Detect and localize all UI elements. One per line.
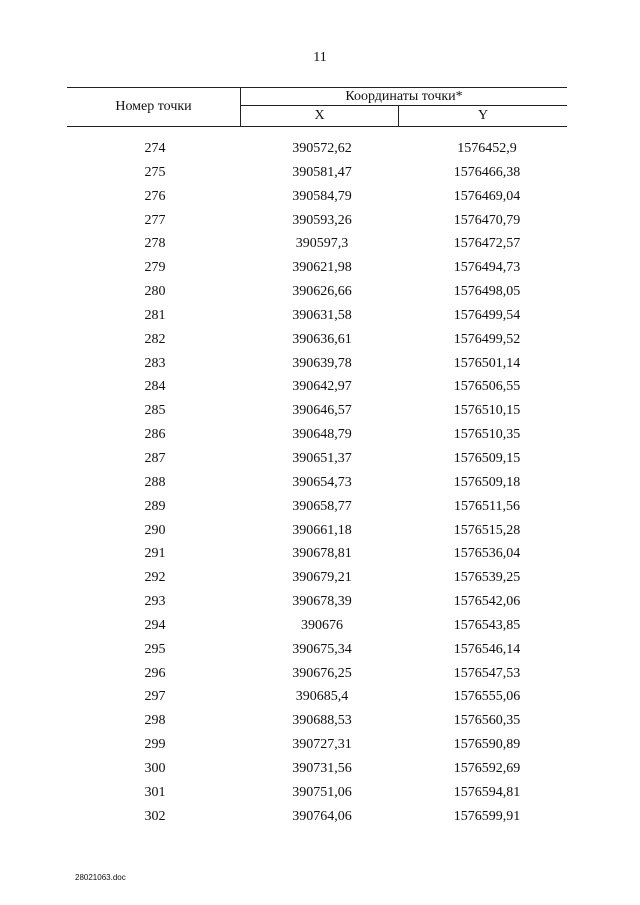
point-number-cell: 295 (144, 641, 166, 657)
point-number-cell: 291 (144, 546, 166, 562)
x-coordinate-cell: 390639,78 (292, 355, 352, 371)
y-coordinate-cell: 1576511,56 (454, 498, 520, 514)
header-y: Y (477, 108, 489, 123)
table-row (67, 592, 567, 616)
point-number-cell: 301 (144, 784, 166, 800)
x-coordinate-cell: 390651,37 (292, 450, 352, 466)
table-row (67, 616, 567, 640)
point-number-cell: 296 (144, 665, 166, 681)
point-number-cell: 292 (144, 570, 166, 586)
x-coordinate-cell: 390646,57 (292, 403, 352, 419)
point-number-cell: 300 (144, 760, 166, 776)
x-coordinate-cell: 390685,4 (295, 689, 349, 705)
y-coordinate-cell: 1576470,79 (453, 212, 521, 228)
point-number-cell: 283 (144, 355, 166, 371)
table-row (67, 783, 567, 807)
x-coordinate-cell: 390676,25 (292, 665, 352, 681)
point-number-cell: 302 (144, 808, 166, 824)
y-coordinate-cell: 1576499,52 (453, 331, 521, 347)
point-number-cell: 279 (144, 260, 166, 276)
y-coordinate-cell: 1576494,73 (453, 260, 521, 276)
table-row (67, 425, 567, 449)
x-coordinate-cell: 390572,62 (292, 141, 352, 156)
table-header (67, 87, 567, 127)
header-coordinates: Координаты точки* (241, 88, 567, 106)
table-row (67, 401, 567, 425)
table-row (67, 234, 567, 258)
y-coordinate-cell: 1576555,06 (453, 689, 521, 705)
x-coordinate-cell: 390688,53 (292, 713, 352, 729)
x-coordinate-cell: 390626,66 (292, 284, 352, 300)
header-point-number: Номер точки (67, 88, 241, 126)
point-number-cell: 274 (144, 141, 166, 156)
table-row (67, 544, 567, 568)
point-number-cell: 287 (144, 450, 166, 466)
header-x: X (241, 106, 399, 126)
table-row (67, 306, 567, 330)
x-coordinate-cell: 390731,56 (292, 760, 352, 776)
y-coordinate-cell: 1576499,54 (453, 307, 521, 323)
x-coordinate-cell: 390764,06 (292, 808, 352, 824)
y-coordinate-cell: 1576539,25 (453, 570, 521, 586)
table-row (67, 377, 567, 401)
table-row (67, 687, 567, 711)
point-number-cell: 281 (144, 307, 166, 323)
x-coordinate-cell: 390727,31 (292, 737, 352, 753)
y-coordinate-cell: 1576599,91 (453, 808, 521, 824)
x-coordinate-cell: 390636,61 (292, 331, 352, 347)
point-number-cell: 290 (144, 522, 166, 538)
point-number-cell: 293 (144, 594, 166, 610)
point-number-cell: 280 (144, 284, 166, 300)
x-coordinate-cell: 390642,97 (292, 379, 352, 395)
table-row (67, 497, 567, 521)
y-coordinate-cell: 1576509,15 (453, 450, 521, 466)
y-coordinate-cell: 1576510,35 (453, 427, 521, 443)
point-number-cell: 299 (144, 737, 166, 753)
y-coordinate-cell: 1576560,35 (453, 713, 521, 729)
point-number-cell: 275 (144, 164, 166, 180)
table-row (67, 640, 567, 664)
point-number-cell: 277 (144, 212, 166, 228)
x-coordinate-cell: 390654,73 (292, 474, 352, 490)
y-coordinate-cell: 1576547,53 (453, 665, 521, 681)
x-coordinate-cell: 390676 (301, 617, 343, 633)
point-number-cell: 282 (144, 331, 166, 347)
table-row (67, 473, 567, 497)
x-coordinate-cell: 390678,39 (292, 594, 352, 610)
y-coordinate-cell: 1576501,14 (453, 355, 521, 371)
x-coordinate-cell: 390621,98 (292, 260, 352, 276)
point-number-cell: 289 (144, 498, 166, 514)
table-row (67, 664, 567, 688)
y-coordinate-cell: 1576592,69 (453, 760, 521, 776)
table-row (67, 211, 567, 235)
y-coordinate-cell: 1576542,06 (453, 594, 521, 610)
point-number-cell: 278 (144, 236, 166, 252)
x-coordinate-cell: 390597,3 (295, 236, 349, 252)
x-coordinate-cell: 390661,18 (292, 522, 352, 538)
table-row (67, 711, 567, 735)
y-coordinate-cell: 1576515,28 (453, 522, 521, 538)
y-coordinate-cell: 1576472,57 (453, 236, 521, 252)
point-number-cell: 294 (144, 617, 166, 633)
point-number-cell: 284 (144, 379, 166, 395)
point-number-cell: 297 (144, 689, 166, 705)
x-coordinate-cell: 390678,81 (292, 546, 352, 562)
table-row (67, 568, 567, 592)
y-coordinate-cell: 1576498,05 (453, 284, 521, 300)
y-coordinate-cell: 1576536,04 (453, 546, 521, 562)
table-row (67, 354, 567, 378)
y-coordinate-cell: 1576506,55 (453, 379, 521, 395)
table-row (67, 187, 567, 211)
table-row (67, 330, 567, 354)
x-coordinate-cell: 390584,79 (292, 188, 352, 204)
y-coordinate-cell: 1576466,38 (453, 164, 521, 180)
x-coordinate-cell: 390648,79 (292, 427, 352, 443)
y-coordinate-cell: 1576543,85 (453, 617, 521, 633)
point-number-cell: 276 (144, 188, 166, 204)
table-row (67, 282, 567, 306)
point-number-cell: 286 (144, 427, 166, 443)
table-row (67, 258, 567, 282)
point-number-cell: 288 (144, 474, 166, 490)
point-number-cell: 285 (144, 403, 166, 419)
y-coordinate-cell: 1576510,15 (453, 403, 521, 419)
point-number-cell: 298 (144, 713, 166, 729)
x-coordinate-cell: 390751,06 (292, 784, 352, 800)
y-coordinate-cell: 1576590,89 (453, 737, 521, 753)
table-row (67, 139, 567, 163)
y-coordinate-cell: 1576469,04 (453, 188, 521, 204)
y-coordinate-cell: 1576546,14 (453, 641, 521, 657)
x-coordinate-cell: 390631,58 (292, 307, 352, 323)
footer-filename: 28021063.doc (75, 873, 126, 882)
x-coordinate-cell: 390679,21 (292, 570, 352, 586)
y-coordinate-cell: 1576594,81 (453, 784, 521, 800)
table-body (67, 139, 567, 830)
x-coordinate-cell: 390581,47 (292, 164, 352, 180)
x-coordinate-cell: 390658,77 (292, 498, 352, 514)
x-coordinate-cell: 390675,34 (292, 641, 352, 657)
table-row (67, 735, 567, 759)
x-coordinate-cell: 390593,26 (292, 212, 352, 228)
y-coordinate-cell: 1576452,9 (457, 141, 517, 156)
table-row (67, 449, 567, 473)
table-row (67, 163, 567, 187)
table-row (67, 759, 567, 783)
table-row (67, 807, 567, 831)
table-row (67, 521, 567, 545)
page-number: 11 (313, 50, 327, 65)
y-coordinate-cell: 1576509,18 (453, 474, 521, 490)
